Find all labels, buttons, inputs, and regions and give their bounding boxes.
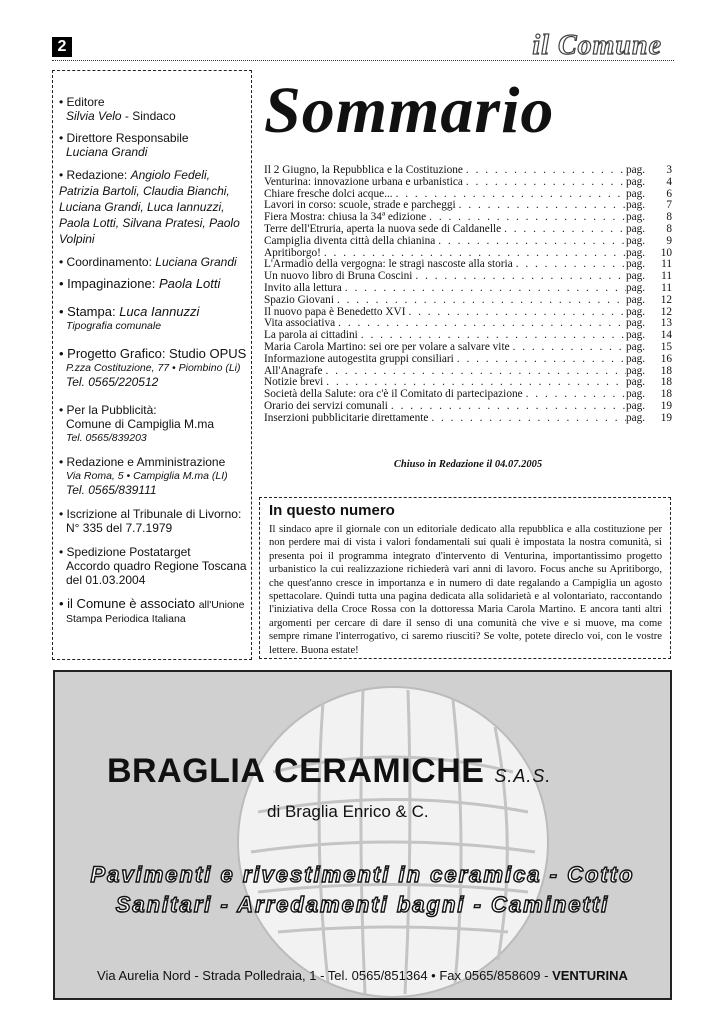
- toc-page-number: 15: [660, 340, 672, 353]
- toc-title: Campiglia diventa città della chianina: [264, 234, 436, 247]
- spedizione-value-2: del 01.03.2004: [66, 573, 146, 587]
- toc-leader-dots: [454, 354, 626, 366]
- toc-leader-dots: [334, 295, 626, 307]
- toc-pag-label: pag.: [626, 234, 646, 247]
- toc-leader-dots: [323, 366, 627, 378]
- masthead-iscrizione: [59, 507, 251, 535]
- redazione-value: Angiolo Fedeli, Patrizia Bartoli, Claudia Bianchi, Luciana Grandi, Luca Iannuzzi, Paola Lotti, Silvana Pratesi, Paolo Volpini: [59, 168, 240, 246]
- progetto-label: • Progetto Grafico: Studio OPUS: [59, 346, 247, 361]
- toc-title: Venturina: innovazione urbana e urbanistica: [264, 175, 463, 188]
- spedizione-value-1: Accordo quadro Regione Toscana: [66, 559, 247, 573]
- ad-products-line-2: Sanitari - Arredamenti bagni - Caminetti: [115, 892, 610, 917]
- toc-page-number: 7: [666, 199, 672, 212]
- sommario-title: Sommario: [264, 74, 555, 147]
- toc-page-number: 18: [660, 388, 672, 401]
- toc-pag-label: pag.: [626, 364, 646, 377]
- toc-page-number: 13: [660, 317, 672, 330]
- toc-page-number: 19: [660, 411, 672, 424]
- toc-page-number: 16: [660, 352, 672, 365]
- toc-title: Il nuovo papa è Benedetto XVI: [264, 305, 406, 318]
- header-divider: [52, 60, 674, 61]
- toc-pag-label: pag.: [626, 199, 646, 212]
- toc-row: [264, 342, 672, 354]
- direttore-value: Luciana Grandi: [66, 145, 148, 159]
- toc-pag-label: pag.: [626, 164, 646, 176]
- iscrizione-label: • Iscrizione al Tribunale di Livorno:: [59, 507, 242, 521]
- toc-page-number: 18: [660, 364, 672, 377]
- toc-leader-dots: [456, 200, 626, 212]
- ad-products-line-1: Pavimenti e rivestimenti in ceramica - Cotto: [90, 862, 635, 887]
- editore-label: • Editore: [59, 95, 105, 109]
- toc-row: [264, 366, 672, 378]
- pubblicita-value: Comune di Campiglia M.ma: [66, 417, 215, 431]
- masthead-redazione-amministrazione: [59, 455, 251, 497]
- associato-label: • il Comune è associato: [59, 596, 199, 611]
- toc-page-number: 12: [660, 293, 672, 306]
- toc-pag-label: pag.: [626, 329, 646, 342]
- coordinamento-value: Luciana Grandi: [155, 255, 237, 269]
- toc-row: [264, 401, 672, 413]
- toc-page-number: 12: [660, 305, 672, 318]
- toc-title: Terre dell'Etruria, aperta la nuova sede di Caldanelle: [264, 222, 502, 235]
- toc-page-number: 9: [666, 234, 672, 247]
- toc-title: Lavori in corso: scuole, strade e parcheggi: [264, 199, 456, 212]
- ad-company-name: BRAGLIA CERAMICHE S.A.S.: [107, 752, 552, 790]
- progetto-address: P.zza Costituzione, 77 • Piombino (Li): [66, 362, 241, 374]
- toc-page-number: 11: [661, 281, 672, 294]
- toc-leader-dots: [435, 236, 626, 248]
- masthead-impaginazione: [59, 277, 251, 291]
- stampa-label: • Stampa:: [59, 304, 120, 319]
- toc-row: [264, 177, 672, 189]
- editore-role: - Sindaco: [121, 109, 176, 123]
- toc-page-number: 19: [660, 399, 672, 412]
- toc-page-number: 18: [660, 376, 672, 389]
- masthead-direttore: [59, 131, 251, 159]
- associato-value: Stampa Periodica Italiana: [66, 613, 186, 625]
- associato-small: all'Unione: [198, 599, 245, 611]
- toc-page-number: 3: [666, 164, 672, 176]
- in-questo-numero-box: [259, 497, 671, 659]
- stampa-value: Luca Iannuzzi: [119, 304, 200, 319]
- progetto-tel: Tel. 0565/220512: [66, 375, 159, 389]
- toc-row: [264, 236, 672, 248]
- toc-leader-dots: [513, 259, 626, 271]
- masthead-box: [52, 70, 252, 660]
- masthead-associato: [59, 597, 251, 626]
- editore-value: Silvia Velo: [66, 109, 122, 123]
- direttore-label: • Direttore Responsabile: [59, 131, 189, 145]
- toc-title: Società della Salute: ora c'è il Comitato di partecipazione: [264, 388, 523, 401]
- toc-row: [264, 295, 672, 307]
- toc-pag-label: pag.: [626, 281, 646, 294]
- brand-logo: il Comune: [532, 30, 662, 61]
- toc-pag-label: pag.: [626, 411, 646, 424]
- page-number: 2: [52, 37, 72, 57]
- masthead-coordinamento: [59, 255, 251, 269]
- redamm-label: • Redazione e Amministrazione: [59, 455, 226, 469]
- masthead-pubblicita: [59, 403, 251, 445]
- toc-page-number: 14: [660, 329, 672, 342]
- toc-pag-label: pag.: [626, 258, 646, 271]
- toc-title: Apritiborgo!: [264, 246, 321, 259]
- toc-page-number: 6: [666, 187, 672, 200]
- toc-title: All'Anagrafe: [264, 364, 323, 377]
- toc-title: Chiare fresche dolci acque...: [264, 187, 393, 200]
- toc-title: Maria Carola Martino: sei ore per volare a salvare vite: [264, 340, 510, 353]
- toc-title: Vita associativa: [264, 317, 336, 330]
- toc-title: Orario dei servizi comunali: [264, 399, 388, 412]
- toc-pag-label: pag.: [626, 352, 646, 365]
- redamm-tel: Tel. 0565/839111: [66, 483, 157, 497]
- in-questo-numero-heading: In questo numero: [269, 502, 395, 519]
- toc-title: L'Armadio della vergogna: le stragi nascoste alla storia: [264, 258, 513, 271]
- toc-pag-label: pag.: [626, 388, 646, 401]
- toc-pag-label: pag.: [626, 317, 646, 330]
- spedizione-label: • Spedizione Postatarget: [59, 545, 191, 559]
- pubblicita-tel: Tel. 0565/839203: [66, 432, 147, 444]
- toc-page-number: 8: [666, 211, 672, 224]
- toc-leader-dots: [412, 271, 626, 283]
- ad-address: Via Aurelia Nord - Strada Polledraia, 1 - Tel. 0565/851364 • Fax 0565/858609 - VENTURINA: [97, 968, 628, 983]
- coordinamento-label: • Coordinamento:: [59, 255, 156, 269]
- toc-row: [264, 354, 672, 366]
- toc-pag-label: pag.: [626, 187, 646, 200]
- toc-pag-label: pag.: [626, 305, 646, 318]
- toc-leader-dots: [523, 389, 626, 401]
- toc-title: Un nuovo libro di Bruna Coscini: [264, 270, 413, 283]
- pubblicita-label: • Per la Pubblicità:: [59, 403, 157, 417]
- toc-leader-dots: [388, 401, 626, 413]
- toc-leader-dots: [428, 413, 626, 425]
- toc-leader-dots: [501, 224, 626, 236]
- toc-pag-label: pag.: [626, 270, 646, 283]
- redazione-label: • Redazione:: [59, 168, 131, 182]
- in-questo-numero-text: Il sindaco apre il giornale con un editoriale dedicato alla repubblica e alla costituzione per non perdere mai di vista i valori fondamentali sui quali è impostata la nostra comunità, si presenta poi il programma integrato d'intervento di Venturina, importantissimo progetto urbanistico la cui realizzazione richiederà vari anni di lavoro. Focus anche su Apritiborgo, che quest'anno cresce in importanza e in numero di date regalando a Campiglia un agosto spettacolare. Quindi tutta una pagina dedicata alla solidarietà e al volontariato, raccontando l'iniziativa della Croce Rossa con la dottoressa Maria Carola Martino. E ancora tanti altri argomenti per cercare di dare il senso di una comunità che vive e si muove, ma come sempre rimane l'interrogativo, ci saremo riusciti? Se volte, potete direclo voi, con le vostre lettere. Buona estate!: [269, 524, 662, 656]
- toc-page-number: 4: [666, 175, 672, 188]
- toc-leader-dots: [463, 165, 626, 177]
- table-of-contents: [264, 165, 672, 425]
- ad-owner: di Braglia Enrico & C.: [267, 802, 429, 821]
- toc-pag-label: pag.: [626, 222, 646, 235]
- toc-pag-label: pag.: [626, 376, 646, 389]
- toc-title: Invito alla lettura: [264, 281, 342, 294]
- masthead-editore: [59, 95, 251, 123]
- braglia-logo-watermark: [233, 682, 553, 1000]
- toc-title: La parola ai cittadini: [264, 329, 358, 342]
- toc-title: Spazio Giovani: [264, 293, 334, 306]
- toc-leader-dots: [405, 307, 626, 319]
- masthead-spedizione: [59, 545, 251, 587]
- toc-page-number: 11: [661, 258, 672, 271]
- toc-pag-label: pag.: [626, 399, 646, 412]
- toc-leader-dots: [342, 283, 626, 295]
- masthead-stampa: [59, 305, 251, 333]
- redamm-address: Via Roma, 5 • Campiglia M.ma (LI): [66, 470, 228, 482]
- iscrizione-value: N° 335 del 7.7.1979: [66, 521, 173, 535]
- toc-row: [264, 283, 672, 295]
- toc-title: Il 2 Giugno, la Repubblica e la Costituzione: [264, 164, 463, 176]
- toc-row: [264, 413, 672, 425]
- toc-title: Fiera Mostra: chiusa la 34ª edizione: [264, 211, 427, 224]
- toc-leader-dots: [335, 318, 626, 330]
- toc-title: Informazione autogestita gruppi consiliari: [264, 352, 454, 365]
- toc-page-number: 10: [660, 246, 672, 259]
- impaginazione-label: • Impaginazione:: [59, 276, 159, 291]
- masthead-redazione: [59, 167, 251, 247]
- toc-row: [264, 224, 672, 236]
- toc-title: Notizie brevi: [264, 376, 324, 389]
- toc-leader-dots: [510, 342, 626, 354]
- closed-note: Chiuso in Redazione il 04.07.2005: [393, 459, 543, 470]
- masthead-progetto: [59, 347, 251, 389]
- toc-title: Inserzioni pubblicitarie direttamente: [264, 411, 429, 424]
- toc-pag-label: pag.: [626, 175, 646, 188]
- toc-pag-label: pag.: [626, 293, 646, 306]
- ad-town: VENTURINA: [552, 968, 628, 983]
- toc-pag-label: pag.: [626, 211, 646, 224]
- toc-page-number: 11: [661, 270, 672, 283]
- toc-page-number: 8: [666, 222, 672, 235]
- toc-leader-dots: [463, 177, 626, 189]
- advertisement: [53, 670, 672, 1000]
- toc-pag-label: pag.: [626, 246, 646, 259]
- stampa-sub: Tipografia comunale: [66, 320, 162, 332]
- toc-pag-label: pag.: [626, 340, 646, 353]
- ad-company-type: S.A.S.: [494, 766, 552, 786]
- impaginazione-value: Paola Lotti: [158, 276, 221, 291]
